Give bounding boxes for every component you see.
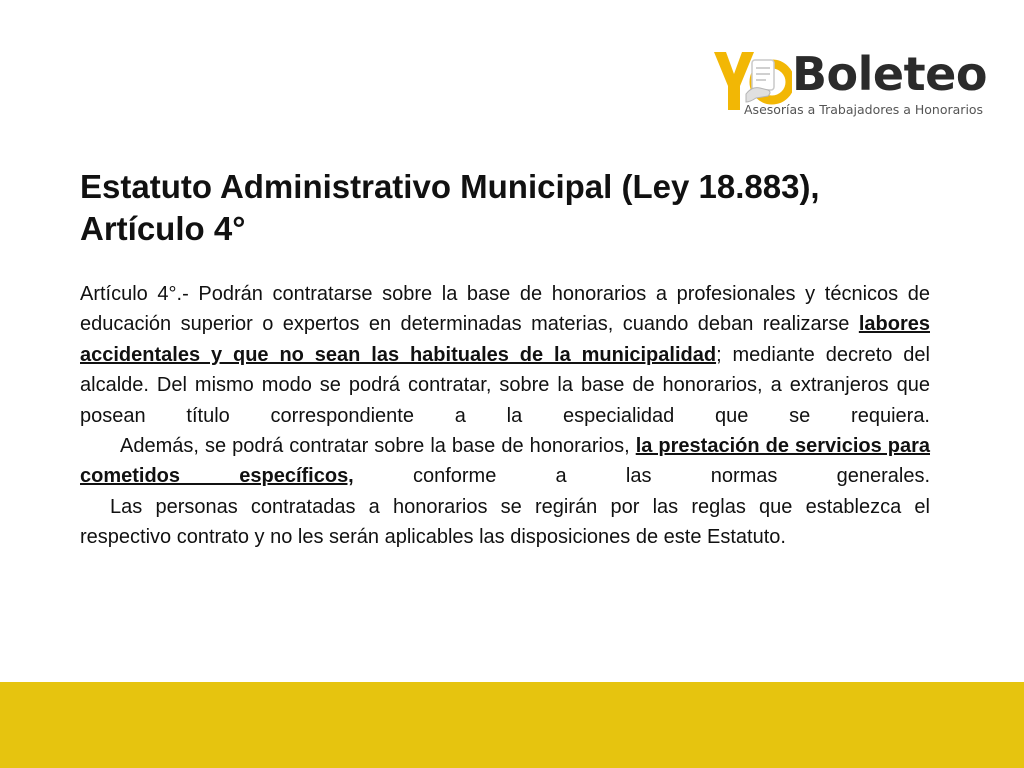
paragraph-1-text-a: Artículo 4°.- Podrán contratarse sobre la base de honorarios a profesionales y técnicos de educación superior o expertos en determinadas materias, cuando deban realizarse bbox=[80, 283, 930, 336]
paragraph-3 bbox=[80, 492, 930, 553]
paragraph-1-emphasis: labores accidentales y que no sean las habituales de la municipalidad bbox=[80, 313, 930, 366]
footer-bar bbox=[0, 682, 1024, 768]
page-title: Estatuto Administrativo Municipal (Ley 18.883), Artículo 4° bbox=[80, 168, 820, 247]
paragraph-2-text-c: conforme a las normas generales. bbox=[353, 465, 930, 488]
logo bbox=[712, 46, 992, 122]
paragraph-2 bbox=[80, 431, 930, 492]
paragraph-2-emphasis: la prestación de servicios para cometidos específicos, bbox=[80, 435, 930, 488]
brand-subtitle: Asesorías a Trabajadores a Honorarios bbox=[744, 102, 984, 117]
paragraph-1 bbox=[80, 279, 930, 431]
paragraph-3-text: Las personas contratadas a honorarios se regirán por las reglas que establezca el respectivo contrato y no les serán aplicables las disposiciones de este Estatuto. bbox=[80, 495, 930, 549]
paragraph-2-text-a: Además, se podrá contratar sobre la base de honorarios, bbox=[120, 435, 636, 458]
paragraph-1-text-c: ; mediante decreto del alcalde. Del mismo modo se podrá contratar, sobre la base de honorarios, a extranjeros que posean título correspondiente a la especialidad que se requiera. bbox=[80, 343, 930, 427]
brand-name: Boleteo bbox=[792, 47, 987, 101]
article-body bbox=[80, 279, 930, 553]
